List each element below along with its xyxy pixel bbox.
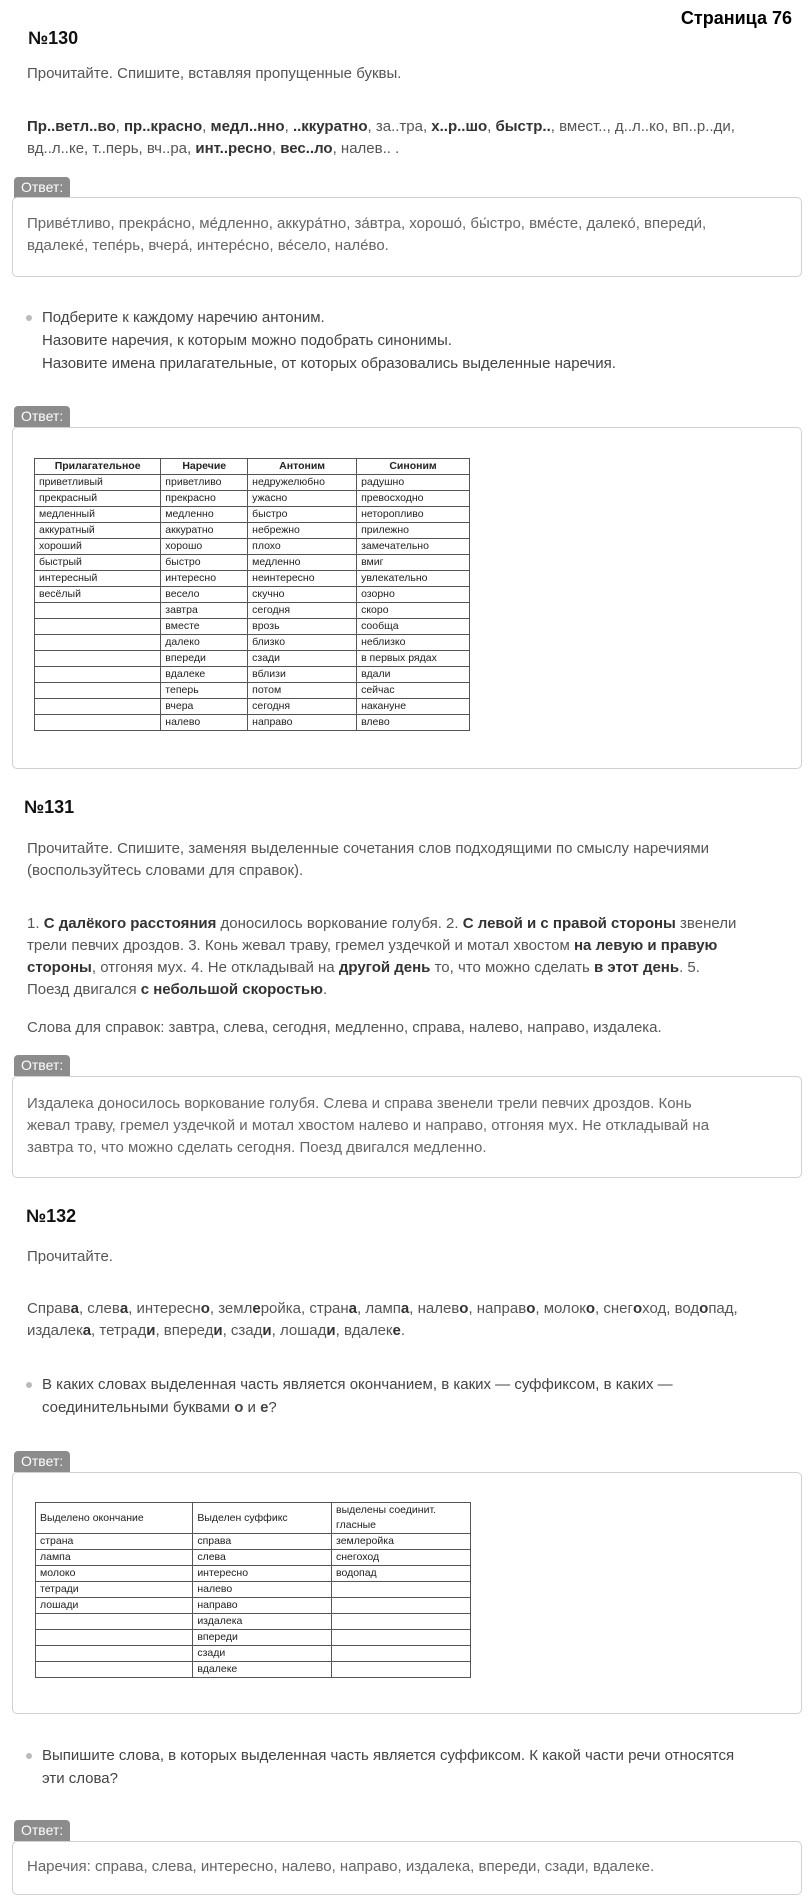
table-row: [36, 1598, 471, 1614]
bold-text: вес..ло: [280, 140, 333, 157]
table-cell: [36, 1646, 193, 1662]
table-cell: сзади: [193, 1646, 332, 1662]
bullet-line: Выпишите слова, в которых выделенная часть является суффиксом. К какой части речи относятся: [42, 1747, 735, 1764]
table-cell: весело: [161, 587, 248, 603]
bullet-line: Назовите имена прилагательные, от которых образовались выделенные наречия.: [42, 355, 616, 372]
bold-text: х..р..шо: [431, 118, 488, 135]
bullet-line: эти слова?: [42, 1770, 118, 1787]
answer-label: Ответ:: [14, 1055, 70, 1076]
table-cell: [35, 635, 161, 651]
answer-label: Ответ:: [14, 177, 70, 198]
table-row: [35, 651, 470, 667]
table-cell: завтра: [161, 603, 248, 619]
bullet-bold-e: е: [260, 1399, 269, 1416]
table-cell: сзади: [248, 651, 357, 667]
table-cell: [36, 1614, 193, 1630]
text-run: , тетрад: [91, 1322, 147, 1339]
table-cell: [35, 715, 161, 731]
table-cell: озорно: [357, 587, 470, 603]
table-cell: хорошо: [161, 539, 248, 555]
table-cell: [35, 651, 161, 667]
page-number: Страница 76: [680, 8, 792, 28]
text-run: .: [400, 1322, 406, 1339]
bullet-line: Назовите наречия, к которым можно подобрать синонимы.: [42, 332, 452, 349]
table-cell: плохо: [248, 539, 357, 555]
table-cell: [35, 619, 161, 635]
table-row: [35, 507, 470, 523]
table-cell: лошади: [36, 1598, 193, 1614]
bold-text: быстр..: [495, 118, 551, 135]
text-run: .: [322, 981, 328, 998]
table-cell: близко: [248, 635, 357, 651]
table-row: [35, 699, 470, 715]
table-cell: [332, 1646, 471, 1662]
text-run: , снег: [595, 1300, 633, 1317]
table-cell: налево: [161, 715, 248, 731]
text-run: . 5.: [679, 959, 700, 976]
bold-text: о: [200, 1300, 210, 1317]
task-132-answer: Наречия: справа, слева, интересно, налево, направо, издалека, впереди, сзади, вдалеке.: [27, 1858, 655, 1875]
table-header-cell: Синоним: [357, 459, 470, 475]
ending-suffix-table: [35, 1502, 471, 1678]
table-cell: [332, 1598, 471, 1614]
table-row: [35, 715, 470, 731]
bold-text: и: [326, 1322, 336, 1339]
table-cell: быстро: [161, 555, 248, 571]
bold-text: е: [252, 1300, 261, 1317]
table-cell: недружелюбно: [248, 475, 357, 491]
instruction-line: Прочитайте. Спишите, заменяя выделенные сочетания слов подходящими по смыслу наречиями: [27, 840, 710, 857]
table-cell: влево: [357, 715, 470, 731]
task-131-reference-words: Слова для справок: завтра, слева, сегодня, медленно, справа, налево, направо, издалека.: [27, 1019, 662, 1036]
task-132-instruction: Прочитайте.: [27, 1248, 113, 1265]
table-cell: неблизко: [357, 635, 470, 651]
task-132-bullet1: [42, 1373, 782, 1419]
table-row: [36, 1534, 471, 1550]
text-run: ройка, стран: [260, 1300, 349, 1317]
table-row: [35, 667, 470, 683]
text-run: , ламп: [357, 1300, 401, 1317]
task-131-number: №131: [24, 797, 75, 817]
table-cell: вместе: [161, 619, 248, 635]
table-cell: прекрасный: [35, 491, 161, 507]
text-run: , сзад: [222, 1322, 263, 1339]
table-cell: далеко: [161, 635, 248, 651]
text-run: пад,: [708, 1300, 738, 1317]
table-cell: интересный: [35, 571, 161, 587]
instruction-line: (воспользуйтесь словами для справок).: [27, 862, 304, 879]
text-run: , налев: [409, 1300, 460, 1317]
bold-text: и: [146, 1322, 156, 1339]
table-row: [35, 619, 470, 635]
text-run: то, что можно сделать: [430, 959, 595, 976]
text-run: , вмест.., д..л..ко, вп..р..ди,: [550, 118, 735, 135]
table-cell: интересно: [193, 1566, 332, 1582]
table-row: [35, 571, 470, 587]
bold-text: а: [400, 1300, 410, 1317]
table-cell: аккуратно: [161, 523, 248, 539]
text-run: ,: [271, 140, 281, 157]
task-131-instruction: [27, 838, 787, 882]
table-cell: вмиг: [357, 555, 470, 571]
bullet-line: [42, 1396, 782, 1419]
table-row: [35, 475, 470, 491]
task-130-number: №130: [28, 28, 79, 48]
text-run: , молок: [535, 1300, 586, 1317]
table-row: [35, 539, 470, 555]
answer-label: Ответ:: [14, 406, 70, 427]
table-cell: медленный: [35, 507, 161, 523]
bullet-text: и: [243, 1399, 261, 1416]
text-run: , вперед: [155, 1322, 214, 1339]
text-run: Справ: [27, 1300, 71, 1317]
table-header-cell: Наречие: [161, 459, 248, 475]
table-header-cell: Прилагательное: [35, 459, 161, 475]
bold-text: Пр..ветл..во: [27, 118, 116, 135]
text-run: , отгоняя мух. 4. Не откладывай на: [91, 959, 339, 976]
table-row: [35, 555, 470, 571]
table-cell: землеройка: [332, 1534, 471, 1550]
table-cell: лампа: [36, 1550, 193, 1566]
table-cell: направо: [248, 715, 357, 731]
table-cell: теперь: [161, 683, 248, 699]
table-cell: скоро: [357, 603, 470, 619]
bold-text: а: [82, 1322, 92, 1339]
table-row: [35, 491, 470, 507]
bullet-bold-o: о: [234, 1399, 244, 1416]
table-cell: [332, 1582, 471, 1598]
text-run: , слев: [78, 1300, 120, 1317]
bold-text: в этот день: [594, 959, 680, 976]
table-cell: вчера: [161, 699, 248, 715]
table-row: [36, 1630, 471, 1646]
bullet-text: ?: [268, 1399, 277, 1416]
table-cell: скучно: [248, 587, 357, 603]
table-cell: быстро: [248, 507, 357, 523]
table-row: [36, 1566, 471, 1582]
table-cell: водопад: [332, 1566, 471, 1582]
table-cell: сейчас: [357, 683, 470, 699]
text-run: ,: [202, 118, 211, 135]
table-cell: молоко: [36, 1566, 193, 1582]
answer-label: Ответ:: [14, 1820, 70, 1841]
task-131-answer: [27, 1093, 787, 1159]
table-cell: вдалеке: [193, 1662, 332, 1678]
table-cell: страна: [36, 1534, 193, 1550]
bold-text: а: [348, 1300, 358, 1317]
text-run: , интересн: [128, 1300, 201, 1317]
table-cell: в первых рядах: [357, 651, 470, 667]
table-cell: медленно: [248, 555, 357, 571]
table-header-cell: Антоним: [248, 459, 357, 475]
bold-text: С левой и с правой стороны: [462, 915, 676, 932]
bold-text: медл..нно: [210, 118, 285, 135]
bullet-line: Подберите к каждому наречию антоним.: [42, 309, 325, 326]
bold-text: а: [119, 1300, 129, 1317]
table-cell: [36, 1662, 193, 1678]
bold-text: о: [459, 1300, 469, 1317]
text-run: доносилось воркование голубя. 2.: [216, 915, 463, 932]
table-header-row: [36, 1503, 471, 1534]
antonym-synonym-table: [34, 458, 470, 731]
table-cell: издалека: [193, 1614, 332, 1630]
bold-text: о: [526, 1300, 536, 1317]
bold-text: на левую и правую: [574, 937, 718, 954]
table-row: [35, 603, 470, 619]
table-cell: прекрасно: [161, 491, 248, 507]
bold-text: о: [632, 1300, 643, 1317]
text-run: звенели: [675, 915, 737, 932]
table-cell: ужасно: [248, 491, 357, 507]
table-cell: сегодня: [248, 699, 357, 715]
text-run: трели певчих дроздов. 3. Конь жевал траву, гремел уздечкой и мотал хвостом: [27, 937, 574, 954]
table-cell: сегодня: [248, 603, 357, 619]
text-line: [27, 957, 787, 979]
table-row: [36, 1662, 471, 1678]
bold-text: и: [213, 1322, 223, 1339]
task-131-text: [27, 913, 787, 1001]
task-130-instruction: Прочитайте. Спишите, вставляя пропущенные буквы.: [27, 65, 402, 82]
answer-line: Приве́тливо, прекра́сно, ме́дленно, аккура́тно, за́втра, хорошо́, бы́стро, вме́сте, далеко́, впереди́,: [27, 215, 707, 232]
text-run: , вдалек: [335, 1322, 393, 1339]
task-130-bullet: [42, 306, 782, 375]
table-row: [36, 1582, 471, 1598]
table-cell: впереди: [193, 1630, 332, 1646]
text-run: ,: [284, 118, 293, 135]
text-run: ,: [487, 118, 496, 135]
task-130-answer: [27, 213, 787, 257]
table-cell: вблизи: [248, 667, 357, 683]
table-row: [35, 523, 470, 539]
text-run: , за..тра,: [367, 118, 432, 135]
table-cell: хороший: [35, 539, 161, 555]
bold-text: пр..красно: [124, 118, 203, 135]
table-cell: весёлый: [35, 587, 161, 603]
table-cell: потом: [248, 683, 357, 699]
table-cell: тетради: [36, 1582, 193, 1598]
table-cell: быстрый: [35, 555, 161, 571]
table-cell: направо: [193, 1598, 332, 1614]
text-run: , направ: [468, 1300, 527, 1317]
text-line: [27, 935, 787, 957]
text-run: вд..л..ке, т..перь, вч..ра,: [27, 140, 196, 157]
table-cell: [35, 683, 161, 699]
table-cell: приветливо: [161, 475, 248, 491]
table-cell: неторопливо: [357, 507, 470, 523]
table-cell: замечательно: [357, 539, 470, 555]
table-cell: превосходно: [357, 491, 470, 507]
bold-text: стороны: [27, 959, 92, 976]
task-130-words-line1: [27, 116, 787, 138]
bold-text: и: [262, 1322, 272, 1339]
table-cell: интересно: [161, 571, 248, 587]
table-cell: [332, 1614, 471, 1630]
table-row: [35, 587, 470, 603]
table-cell: небрежно: [248, 523, 357, 539]
table-cell: вдалеке: [161, 667, 248, 683]
task-130-words-line2: [27, 138, 787, 160]
table-cell: справа: [193, 1534, 332, 1550]
table-header-cell: Выделено окончание: [36, 1503, 193, 1534]
bullet-line: В каких словах выделенная часть является окончанием, в каких — суффиксом, в каких —: [42, 1376, 673, 1393]
task-132-words-line2: [27, 1320, 787, 1342]
table-row: [36, 1646, 471, 1662]
answer-line: Издалека доносилось воркование голубя. Слева и справа звенели трели певчих дроздов. Конь: [27, 1095, 692, 1112]
table-cell: неинтересно: [248, 571, 357, 587]
bold-text: инт..ресно: [195, 140, 272, 157]
task-130-words: [27, 116, 787, 160]
bold-text: о: [699, 1300, 709, 1317]
table-cell: [36, 1630, 193, 1646]
table-cell: вдали: [357, 667, 470, 683]
bold-text: а: [70, 1300, 79, 1317]
text-run: , земл: [209, 1300, 253, 1317]
table-cell: налево: [193, 1582, 332, 1598]
table-row: [36, 1614, 471, 1630]
table-cell: [35, 699, 161, 715]
table-row: [35, 683, 470, 699]
table-header-cell: выделены соединит. гласные: [332, 1503, 471, 1534]
table-header-row: [35, 459, 470, 475]
text-line: [27, 979, 787, 1001]
text-run: ,: [115, 118, 124, 135]
bold-text: ..ккуратно: [292, 118, 368, 135]
table-cell: радушно: [357, 475, 470, 491]
table-cell: [35, 667, 161, 683]
table-cell: [332, 1662, 471, 1678]
table-cell: [35, 603, 161, 619]
text-run: Поезд двигался: [27, 981, 141, 998]
task-132-words-line1: [27, 1298, 787, 1320]
text-run: , лошад: [271, 1322, 327, 1339]
table-cell: [332, 1630, 471, 1646]
table-cell: слева: [193, 1550, 332, 1566]
bold-text: о: [585, 1300, 596, 1317]
table-cell: снегоход: [332, 1550, 471, 1566]
text-run: 1.: [27, 915, 44, 932]
text-run: ход, вод: [642, 1300, 700, 1317]
bold-text: е: [392, 1322, 401, 1339]
bold-text: с небольшой скоростью: [140, 981, 323, 998]
text-line: [27, 913, 787, 935]
table-row: [36, 1550, 471, 1566]
answer-line: завтра то, что можно сделать сегодня. Поезд двигался медленно.: [27, 1139, 487, 1156]
task-132-number: №132: [26, 1206, 77, 1226]
answer-line: вдалеке́, тепе́рь, вчера́, интере́сно, ве́село, нале́во.: [27, 237, 389, 254]
answer-label: Ответ:: [14, 1451, 70, 1472]
table-cell: медленно: [161, 507, 248, 523]
table-cell: увлекательно: [357, 571, 470, 587]
table-cell: сообща: [357, 619, 470, 635]
text-run: , налев.. .: [332, 140, 400, 157]
bullet-text: соединительными буквами: [42, 1399, 235, 1416]
table-cell: приветливый: [35, 475, 161, 491]
text-run: издалек: [27, 1322, 83, 1339]
answer-line: жевал траву, гремел уздечкой и мотал хвостом налево и направо, отгоняя мух. Не откладывай на: [27, 1117, 710, 1134]
table-cell: впереди: [161, 651, 248, 667]
table-cell: прилежно: [357, 523, 470, 539]
task-132-bullet2: [42, 1744, 782, 1790]
table-header-cell: Выделен суффикс: [193, 1503, 332, 1534]
table-row: [35, 635, 470, 651]
task-132-words: [27, 1298, 787, 1342]
table-cell: аккуратный: [35, 523, 161, 539]
table-cell: накануне: [357, 699, 470, 715]
table-cell: врозь: [248, 619, 357, 635]
bold-text: С далёкого расстояния: [43, 915, 217, 932]
bold-text: другой день: [338, 959, 431, 976]
